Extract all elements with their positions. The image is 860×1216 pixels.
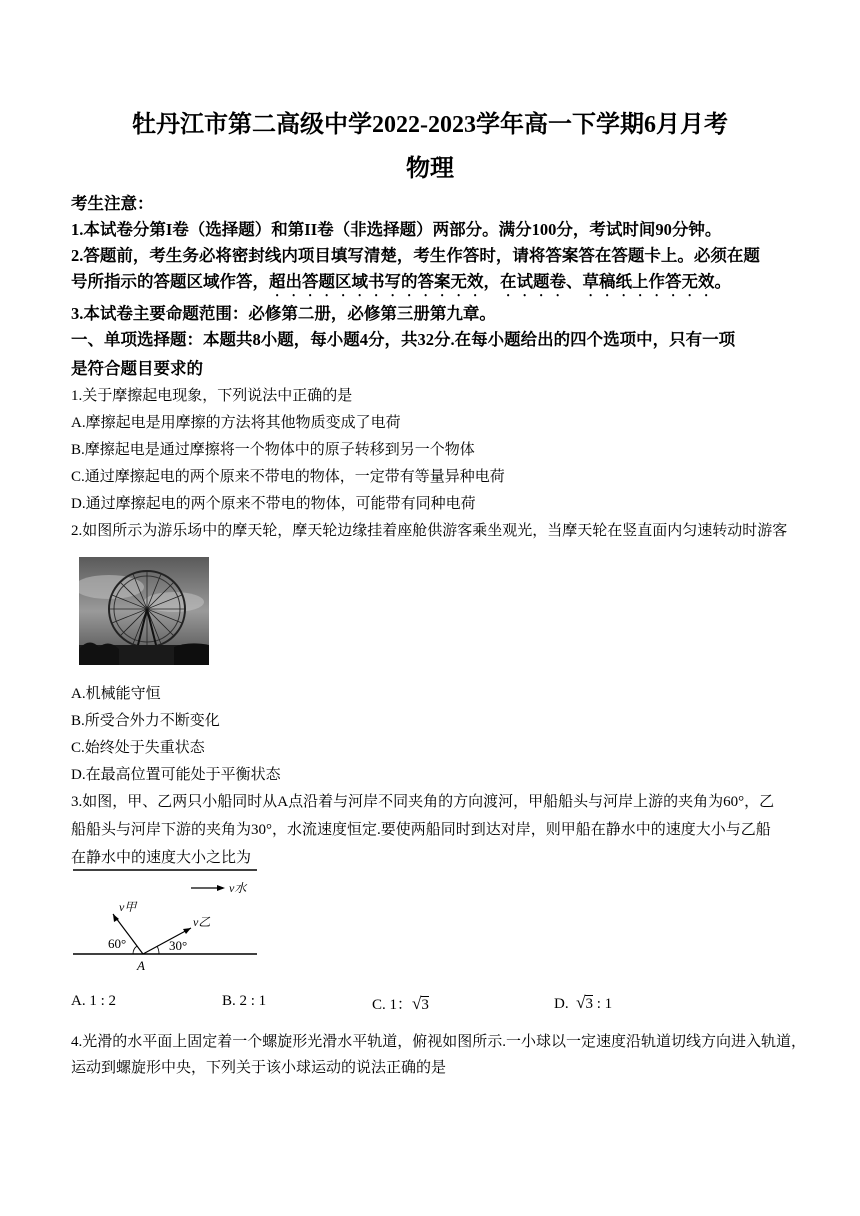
option-text: : 1 bbox=[592, 996, 613, 1012]
q1-stem: 1.关于摩擦起电现象，下列说法中正确的是 bbox=[71, 388, 353, 404]
v-jia-label: v甲 bbox=[119, 900, 137, 914]
q2-option-b: B.所受合外力不断变化 bbox=[71, 713, 220, 729]
q2-option-a: A.机械能守恒 bbox=[71, 686, 161, 702]
q3-stem-line1: 3.如图，甲、乙两只小船同时从A点沿着与河岸不同夹角的方向渡河，甲船船头与河岸上游的夹角为60°，乙 bbox=[71, 794, 775, 810]
q1-option-b: B.摩擦起电是通过摩擦将一个物体中的原子转移到另一个物体 bbox=[71, 442, 475, 458]
q3-stem-line2: 船船头与河岸下游的夹角为30°，水流速度恒定.要使两船同时到达对岸，则甲船在静水中的速度大小与乙船 bbox=[71, 822, 771, 838]
sqrt-radicand: 3 bbox=[421, 997, 429, 1013]
v-shui-label: v水 bbox=[229, 881, 247, 895]
exam-title: 牡丹江市第二高级中学2022-2023学年高一下学期6月月考 bbox=[132, 112, 728, 138]
notice-item-2-line2 bbox=[71, 268, 731, 300]
angle-30-label: 30° bbox=[169, 938, 188, 953]
notice-text: 号所指示的答题区域作答， bbox=[71, 272, 269, 291]
notice-item-1: 1.本试卷分第I卷（选择题）和第II卷（非选择题）两部分。满分100分，考试时间90分钟。 bbox=[71, 220, 722, 239]
notice-text: ， bbox=[483, 272, 500, 291]
v-yi-label: v乙 bbox=[193, 915, 211, 929]
q2-option-c: C.始终处于失重状态 bbox=[71, 740, 205, 756]
q4-stem-line2: 运动到螺旋形中央，下列关于该小球运动的说法正确的是 bbox=[71, 1060, 447, 1076]
q1-option-a: A.摩擦起电是用摩擦的方法将其他物质变成了电荷 bbox=[71, 415, 401, 431]
q3-option-d bbox=[554, 993, 612, 1013]
q4-stem-line1: 4.光滑的水平面上固定着一个螺旋形光滑水平轨道，俯视如图所示.一小球以一定速度沿轨道切线方向进入轨道， bbox=[71, 1034, 807, 1050]
point-a-label: A bbox=[137, 958, 145, 973]
notice-item-3: 3.本试卷主要命题范围：必修第二册，必修第三册第九章。 bbox=[71, 304, 496, 323]
angle-60-label: 60° bbox=[108, 936, 127, 951]
notice-item-2-line1: 2.答题前，考生务必将密封线内项目填写清楚，考生作答时，请将答案答在答题卡上。必须在题 bbox=[71, 246, 760, 265]
emphasis-text: 超出答题区域书写的答案无效 bbox=[269, 272, 484, 291]
q3-option-a: A. 1 : 2 bbox=[71, 993, 116, 1009]
q3-option-b: B. 2 : 1 bbox=[222, 993, 267, 1009]
option-text: D. bbox=[554, 996, 569, 1012]
notice-text: 。 bbox=[714, 272, 731, 291]
river-crossing-diagram bbox=[71, 866, 261, 974]
q2-stem: 2.如图所示为游乐场中的摩天轮，摩天轮边缘挂着座舱供游客乘坐观光，当摩天轮在竖直面内匀速转动时游客 bbox=[71, 523, 788, 539]
sqrt-symbol: √ bbox=[412, 994, 422, 1013]
section1-line2: 是符合题目要求的 bbox=[71, 359, 203, 378]
q3-option-c bbox=[372, 993, 429, 1014]
q1-option-d: D.通过摩擦起电的两个原来不带电的物体，可能带有同种电荷 bbox=[71, 496, 476, 512]
sqrt-radicand: 3 bbox=[585, 996, 593, 1012]
sqrt-symbol: √ bbox=[576, 993, 586, 1012]
ferris-wheel-photo bbox=[79, 557, 209, 665]
notice-heading: 考生注意： bbox=[71, 194, 154, 213]
section1-line1: 一、单项选择题：本题共8小题，每小题4分，共32分.在每小题给出的四个选项中，只有一项 bbox=[71, 330, 736, 349]
q1-option-c: C.通过摩擦起电的两个原来不带电的物体，一定带有等量异种电荷 bbox=[71, 469, 505, 485]
option-text: C. 1： bbox=[372, 997, 413, 1013]
emphasis-text: 在试题卷、草稿纸上作答无效 bbox=[500, 272, 715, 291]
subject-title: 物理 bbox=[406, 156, 454, 182]
q2-option-d: D.在最高位置可能处于平衡状态 bbox=[71, 767, 281, 783]
q3-stem-line3: 在静水中的速度大小之比为 bbox=[71, 850, 252, 866]
